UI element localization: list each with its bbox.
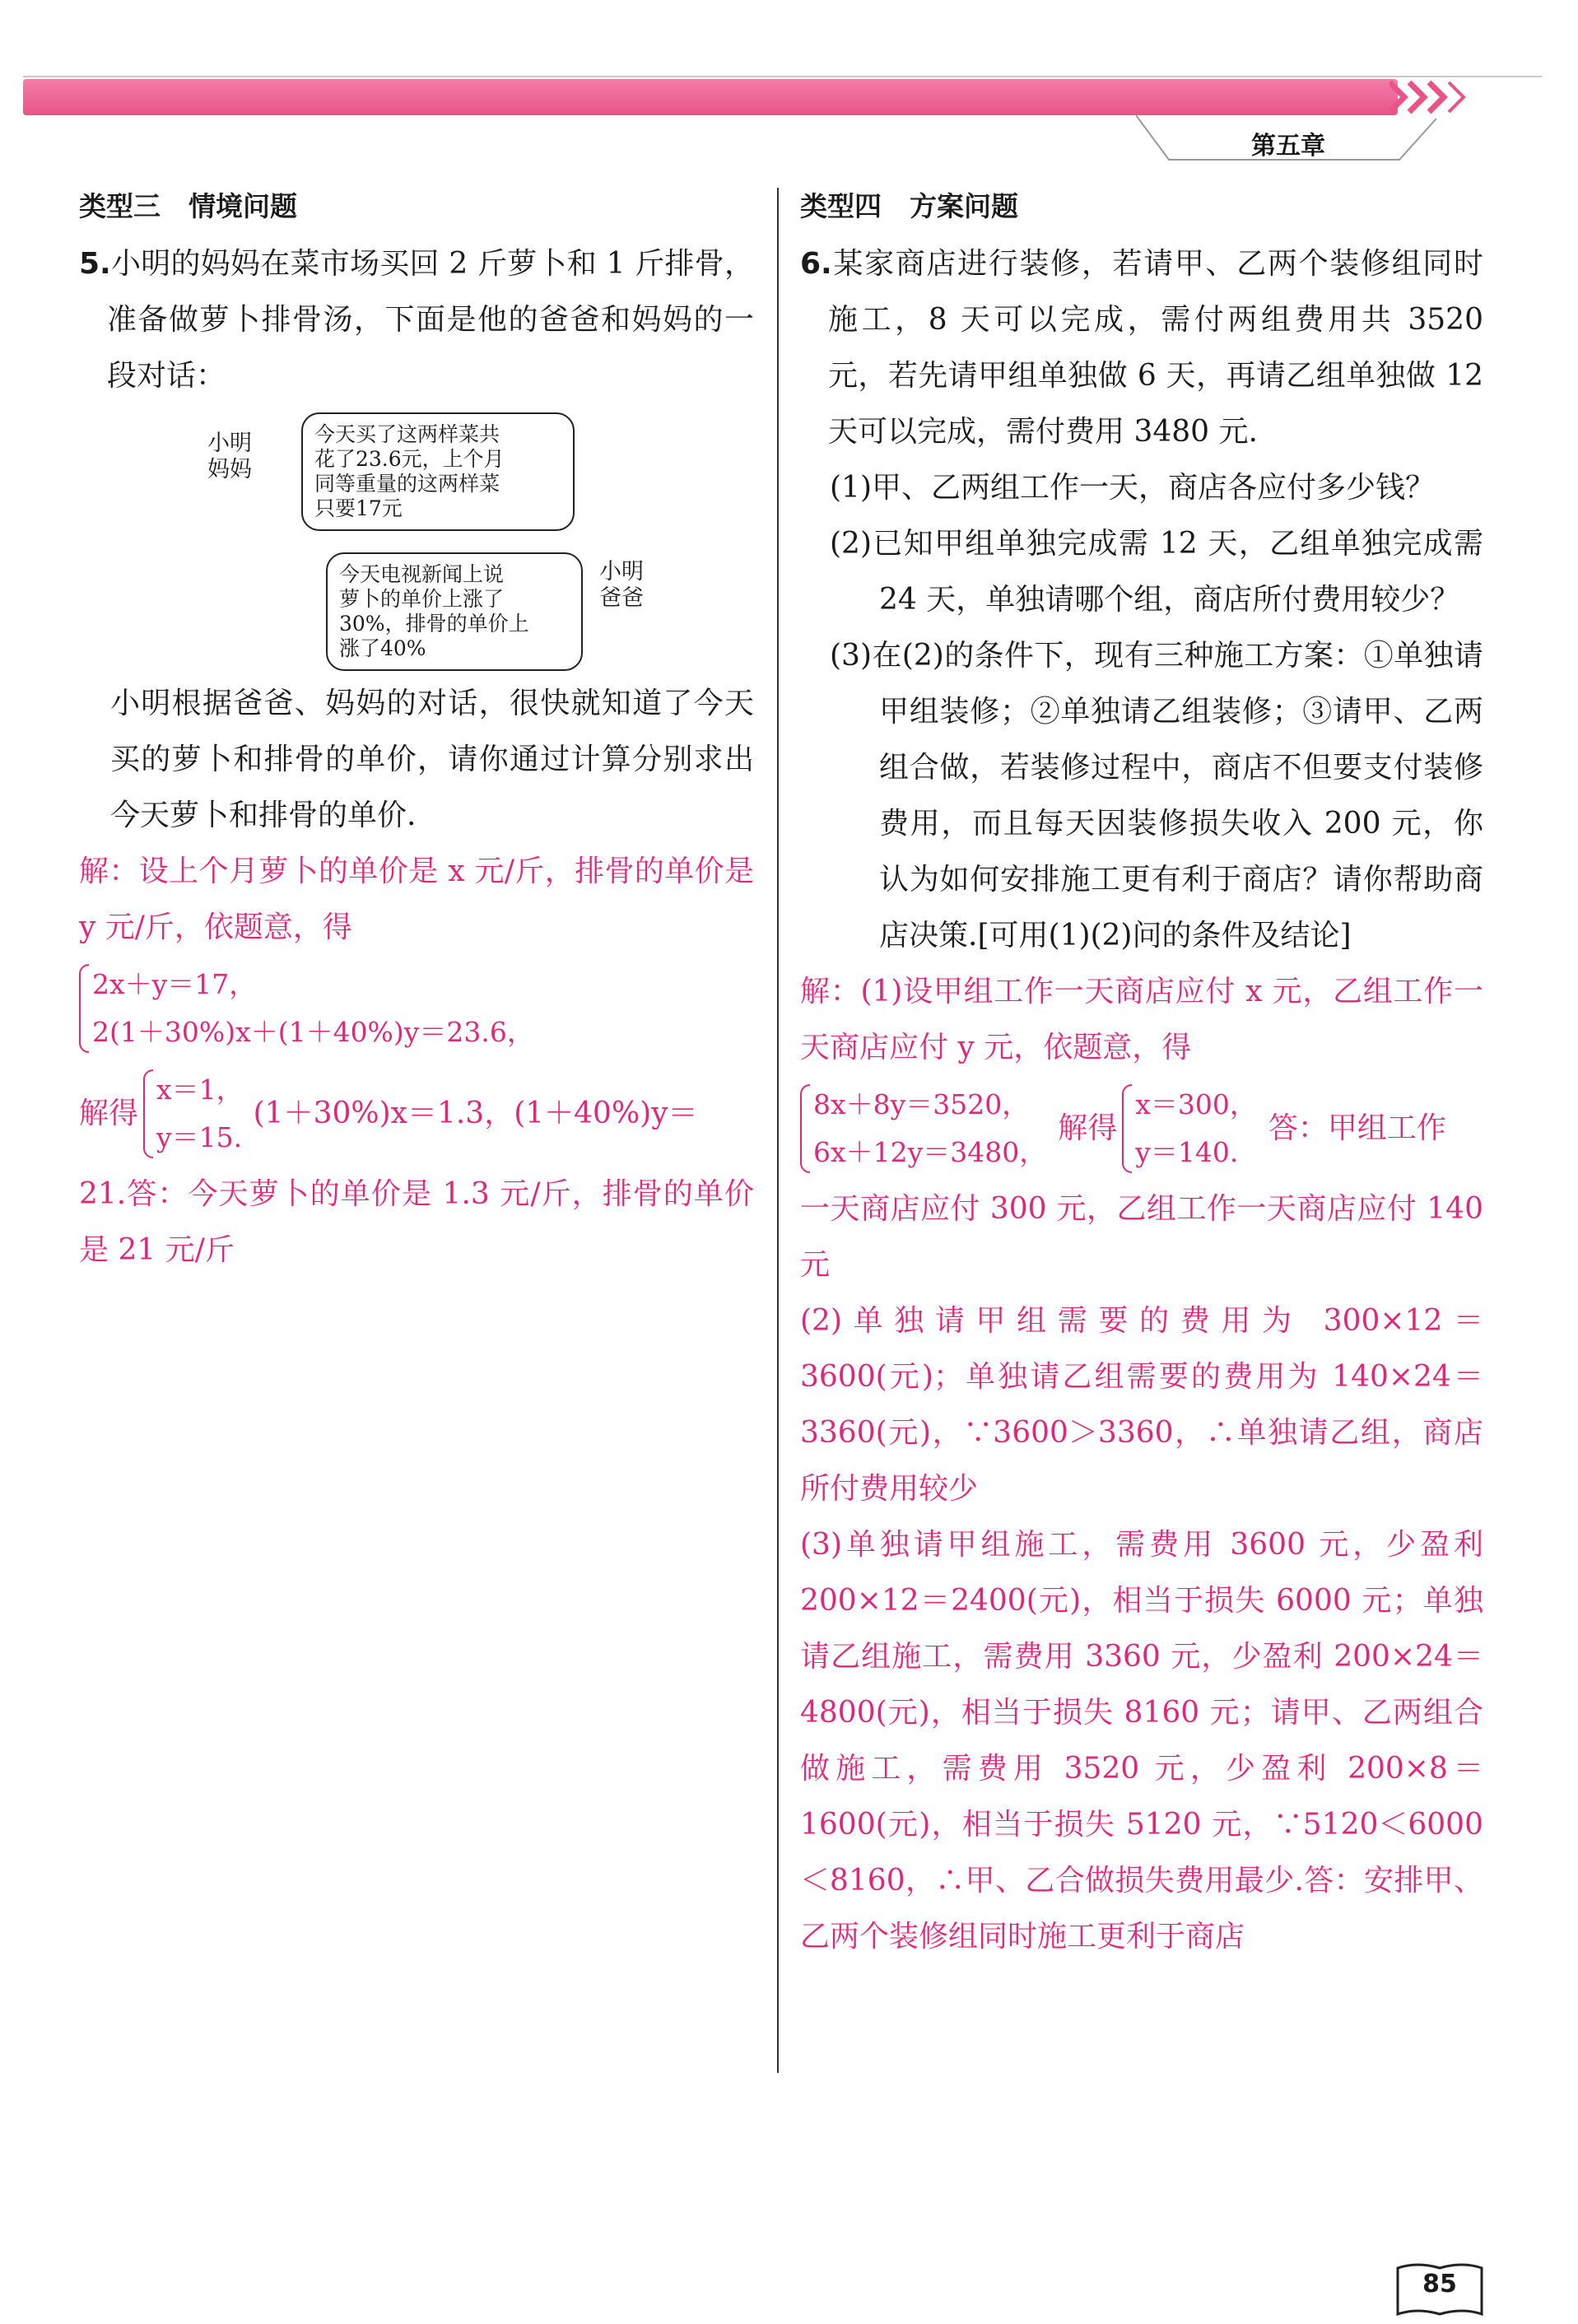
problem-6: 6.某家商店进行装修，若请甲、乙两个装修组同时施工，8 天可以完成，需付两组费用共 3520 元，若先请甲组单独做 6 天，再请乙组单独做 12 天可以完成，需付费用 3480 元. — [800, 247, 1483, 449]
question-2: (2)已知甲组单独完成需 12 天，乙组单独完成需 24 天，单独请哪个组，商店所付费用较少？ — [830, 527, 1483, 617]
mom-label: 小明妈妈 — [207, 431, 252, 482]
problem-5: 5.小明的妈妈在菜市场买回 2 斤萝卜和 1 斤排骨，准备做萝卜排骨汤，下面是他的爸爸和妈妈的一段对话： — [79, 247, 754, 393]
header-band — [23, 79, 1398, 115]
solution-5: 解：设上个月萝卜的单价是 x 元/斤，排骨的单价是 y 元/斤，依题意，得 2x＋y＝17， 2(1＋30%)x＋(1＋40%)y＝23.6， 解得 x＝1， y＝15. (1＋30%)x＝1.3，(1＋40%)y＝ 21.答：今天萝卜的单价是 1.3 元/斤，排骨的单价是 21 元/斤 — [79, 855, 754, 1267]
mom-speech-bubble: 今天买了这两样菜共 花了23.6元，上个月 同等重量的这两样菜 只要17元 — [301, 412, 575, 531]
question-3: (3)在(2)的条件下，现有三种施工方案：①单独请甲组装修；②单独请乙组装修；③请甲、乙两组合做，若装修过程中，商店不但要支付装修费用，而且每天因装修损失收入 200 元，你认为如何安排施工更有利于商店？请你帮助商店决策.[可用(1)(2)问的条件及结论] — [830, 639, 1483, 952]
solution-6: 解：(1)设甲组工作一天商店应付 x 元，乙组工作一天商店应付 y 元，依题意，得 8x＋8y＝3520， 6x＋12y＝3480， 解得 x＝300， y＝140. 答：甲组工作 一天商店应付 300 元，乙组工作一天商店应付 140 元 (2)单独请甲组需要的费用为 300×12＝3600(元)；单独请乙组需要的费用为 140×24＝3360(元)，∵3600＞3360，∴单独请乙组，商店所付费用较少 (3)单独请甲组施工，需费用 3600 元，少盈利 200×12＝2400(元)，相当于损失 6000 元；单独请乙组施工，需费用 3360 元，少盈利 200×24＝4800(元)，相当于损失 8160 元；请甲、乙两组合做施工，需费用 3520 元，少盈利 200×8＝1600(元)，相当于损失 5120 元，∵5120＜6000＜8160，∴甲、乙合做损失费用最少.答：安排甲、乙两个装修组同时施工更利于商店 — [800, 975, 1483, 1954]
equation-system: 2x＋y＝17， 2(1＋30%)x＋(1＋40%)y＝23.6， — [79, 961, 534, 1056]
chevron-right-icon — [1389, 79, 1497, 115]
section-heading-4: 类型四 方案问题 — [800, 190, 1018, 222]
chapter-label: 第五章 — [1251, 132, 1325, 161]
dialog-illustration — [79, 404, 754, 676]
section-heading-3: 类型三 情境问题 — [79, 190, 297, 222]
page-number: 85 — [1422, 2270, 1457, 2298]
solution-system-6: x＝300， y＝140. — [1122, 1081, 1257, 1176]
dad-speech-bubble: 今天电视新闻上说 萝卜的单价上涨了 30%，排骨的单价上 涨了40% — [326, 552, 583, 671]
left-column — [79, 185, 754, 1278]
problem-5-tail: 小明根据爸爸、妈妈的对话，很快就知道了今天买的萝卜和排骨的单价，请你通过计算分别求出今天萝卜和排骨的单价. — [110, 687, 754, 832]
question-1: (1)甲、乙两组工作一天，商店各应付多少钱？ — [830, 471, 1435, 505]
right-column — [800, 185, 1483, 1965]
equation-system-6: 8x＋8y＝3520， 6x＋12y＝3480， — [800, 1081, 1046, 1176]
dad-label: 小明爸爸 — [599, 559, 644, 611]
column-divider — [777, 188, 779, 2073]
solution-system: x＝1， y＝15. — [143, 1066, 244, 1162]
header-rule — [23, 76, 1542, 77]
